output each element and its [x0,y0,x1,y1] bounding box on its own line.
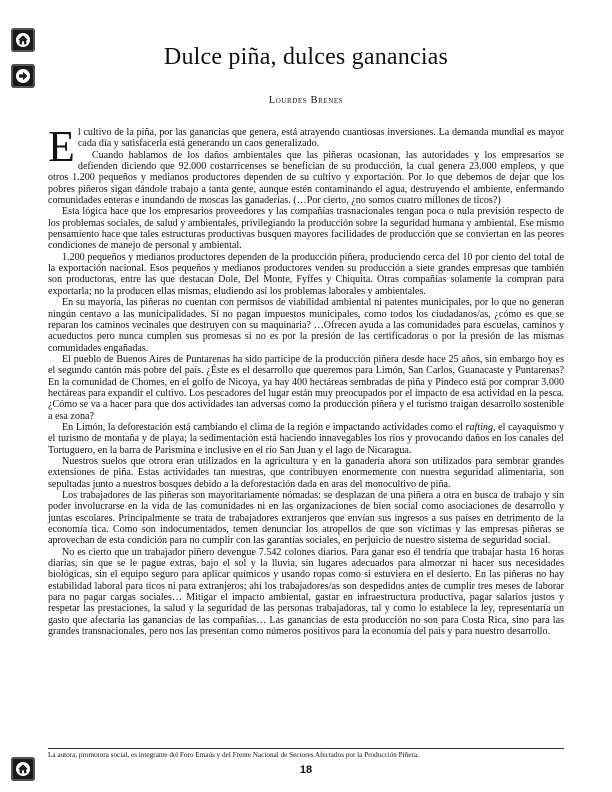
footnote-divider [48,748,564,749]
article-title: Dulce piña, dulces ganancias [163,44,449,70]
paragraph-intro: El cultivo de la piña, por las ganancias que genera, está atrayendo cuantiosas inversiones. La demanda mundial es mayor cada día y satisfacerla está generando un caos generalizado. [48,122,564,171]
paragraph: Cuando hablamos de los daños ambientales que las piñeras ocasionan, las autoridades y los empresarios se defienden diciendo que 92.000 costarricenses se benefician de su producción, la cual genera 23.000 empleos, y que otros 1.200 pequeños y medianos productores dependen de su cultivo y exportación. Por lo que debemos de dejar que los pobres piñeros sigan dándole trabajo a tanta gente, aunque estén contaminando el agua, destruyendo el ambiente, enfermando comunidades enteras e inundando de moscas las ganaderías. (…Por cierto, ¿no somos cuatro millones de ticos?) [48,149,564,207]
drop-cap: E [48,122,75,171]
article-author: Lourdes Brenes [268,95,344,106]
paragraph: 1.200 pequeños y medianos productores dependen de la producción piñera, produciendo cerca del 10 por ciento del total de la exportación nacional. Esos pequeños y medianos productores venden su producción a siete grandes empresas que también son productoras, entre las que destacan Dole, Del Monte, Fyffes y Chiquita. Otras compañías solamente la compran para exportarla; no la producen ellas mismas, eludiendo así los problemas laborales y ambientales. [48,251,564,297]
paragraph: Nuestros suelos que otrora eran utilizados en la agricultura y en la ganadería ahora son utilizados para sembrar grandes extensiones de piña. Estas actividades tan nuestras, que contribuyen enormemente con nuestra seguridad alimentaria, son sepultadas junto a nuestros bosques debido a la deforestación dada en aras del monocultivo de piña. [48,455,564,490]
paragraph: No es cierto que un trabajador piñero devengue 7.542 colones diarios. Para ganar eso él tendría que trabajar hasta 16 horas diarias, sin que se le pague extras, bajo el sol y la lluvia, sin lugares adecuados para almorzar ni hacer sus necesidades biológicas, sin el equipo seguro para aplicar químicos y usando ropas como si estuviera en el desierto. En las piñeras no hay estabilidad laboral para ticos ni para extranjeros; ahí los trabajadores/as son despedidos antes de cumplir tres meses de laborar para no pagar cargas sociales… Mitigar el impacto ambiental, gastar en infraestructura productiva, pagar salarios justos y respetar las prestaciones, la salud y la seguridad de las personas trabajadoras, tal y como lo establece la ley, representaría un gasto que afectaría las ganancias de las compañías… Las ganancias de esta producción no son para Costa Rica, sino para las grandes transnacionales, pero nos las presentan como números positivos para la economía del país y para nuestro desarrollo. [48,546,564,638]
paragraph: El pueblo de Buenos Aires de Puntarenas ha sido partícipe de la producción piñera desde hace 25 años, sin embargo hoy es el segundo cantón más pobre del país. ¿Éste es el desarrollo que queremos para Limón, San Carlos, Guanacaste y Puntarenas? En la comunidad de Chomes, en el golfo de Nicoya, ya hay 400 hectáreas sembradas de piña y Pindeco está por comprar 3.000 hectáreas para expandir el cultivo. Los pescadores del lugar están muy preocupados por el impacto de esa actividad en la pesca. ¿Cómo se va a hacer para que dos actividades tan adversas como la producción piñera y el turismo traigan desarrollo sostenible a esa zona? [48,353,564,422]
paragraph-limon: En Limón, la deforestación está cambiando el clima de la región e impactando actividades como el rafting, el cayaquismo y el turismo de montaña y de playa; la sedimentación está haciendo innavegables los ríos y provocando daños en los canales del Tortuguero, en la barra de Parismina e inclusive en el río San Juan y el lago de Nicaragua. [48,421,565,456]
page-number: 18 [299,764,313,776]
paragraph: Esta lógica hace que los empresarios proveedores y las compañías trasnacionales tengan poca o nula previsión respecto de los problemas sociales, de salud y ambientales, privilegiando la producción sobre la seguridad humana y ambiental. Ese mismo pensamiento hace que tales estructuras productivas busquen mayores facilidades de producción que se conviertan en las peores condiciones de manejo de personal y ambiental. [48,206,564,252]
italic-term: rafting [465,421,494,433]
paragraph: En su mayoría, las piñeras no cuentan con permisos de viabilidad ambiental ni patentes municipales, por lo que no generan ningún centavo a las municipalidades. Si no pagan impuestos municipales, como todos los ciudadanos/as, ¿cómo es que se reparan los caminos vecinales que destruyen con su maquinaria? …Ofrecen ayuda a las comunidades para escuelas, caminos y acueductos pero nunca cumplen sus promesas si no es por la presión de las certificadoras o por la presión de las mismas comunidades engañadas. [48,297,564,354]
author-footnote: La autora, promotora social, es integrante del Foro Emaús y del Frente Nacional de Sectores Afectados por la Producción Piñera. [48,751,419,759]
article-body [48,122,565,638]
paragraph: Los trabajadores de las piñeras son mayoritariamente nómadas: se desplazan de una piñera a otra en busca de trabajo y sin poder involucrarse en la vida de las comunidades ni en las organizaciones de bien social como asociaciones de desarrollo y juntas escolares. Principalmente se trata de trabajadores extranjeros que envían sus ingresos a sus países en detrimento de la economía tica. Como son indocumentados, temen denunciar los atropellos de que son víctimas y las empresas piñeras se aprovechan de esta condición para no cumplir con las garantías sociales, en perjuicio de nuestro sistema de seguridad social. [48,490,564,547]
